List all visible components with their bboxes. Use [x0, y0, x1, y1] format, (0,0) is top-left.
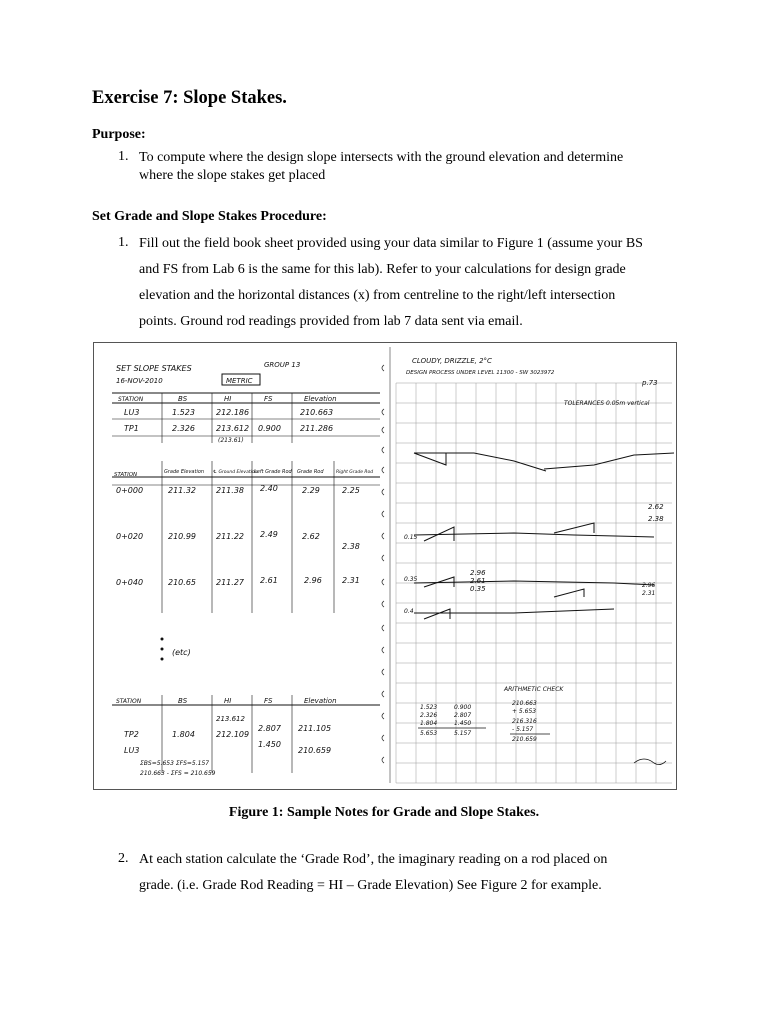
note-g: 2.61 [470, 577, 486, 585]
station-20-id: 0+020 [116, 532, 144, 541]
arith-fs-1: 0.900 [454, 704, 472, 711]
figure-caption: Figure 1: Sample Notes for Grade and Slope Stakes. [228, 805, 540, 820]
procedure-item-2-line-2: grade. (i.e. Grade Rod Reading = HI – Grade Elevation) See Figure 2 for example. [139, 878, 602, 893]
station-row [116, 484, 360, 495]
arith-bs-3: 1.804 [420, 720, 438, 727]
station-row [116, 530, 360, 551]
metric-label: METRIC [226, 377, 253, 385]
station-40-left: 2.61 [260, 576, 278, 585]
arith-bs-sum: 5.653 [420, 730, 438, 737]
arith-calc-3: 216.316 [512, 718, 537, 725]
field-book-sketch [94, 343, 676, 789]
grade-header-right-rod: Right Grade Rod [336, 470, 374, 475]
arith-columns [420, 700, 537, 743]
grade-header-station: STATION [114, 472, 138, 478]
arith-calc-5: 210.659 [512, 736, 537, 743]
note-f: 2.96 [470, 569, 486, 577]
top-row-2-hi: 213.612 [216, 424, 250, 433]
note-d: 2.62 [648, 503, 664, 511]
top-row-2-elevation: 211.286 [300, 424, 334, 433]
signature [634, 759, 666, 765]
left-page [112, 361, 384, 777]
right-page [396, 357, 674, 783]
top-row-1-station: LU3 [124, 408, 140, 417]
station-40-rod: 2.96 [304, 576, 322, 585]
station-20-rod: 2.62 [302, 532, 320, 541]
bottom-header-bs: BS [178, 697, 188, 705]
margin-ticks [382, 365, 384, 763]
check-note-2: 210.663 - ΣFS = 210.659 [140, 770, 216, 777]
bottom-header-elevation: Elevation [304, 697, 337, 705]
arith-calc-1: 210.663 [512, 700, 537, 707]
top-header-fs: FS [264, 395, 273, 403]
arith-bs-1: 1.523 [420, 704, 438, 711]
station-0-ground: 211.38 [216, 486, 244, 495]
top-row-2-fs: 0.900 [258, 424, 281, 433]
note-h: 0.35 [470, 585, 486, 593]
bottom-row-3-station: LU3 [124, 746, 140, 755]
procedure-item-1-line-1: Fill out the field book sheet provided using your data similar to Figure 1 (assume your BS [139, 236, 643, 251]
station-40-grade: 210.65 [168, 578, 196, 587]
hi-note: (213.61) [218, 437, 244, 444]
bottom-row-2-station: TP2 [124, 730, 139, 739]
top-row-1-hi: 212.186 [216, 408, 250, 417]
bottom-row-3-fs: 1.450 [258, 740, 281, 749]
weather-note: CLOUDY, DRIZZLE, 2°C [412, 357, 492, 365]
arith-bs-2: 2.326 [420, 712, 438, 719]
left-header-group: GROUP 13 [264, 361, 301, 369]
procedure-item-1-number: 1. [118, 235, 129, 250]
purpose-item-number: 1. [118, 149, 129, 164]
left-header-date: 16-NOV-2010 [116, 377, 163, 385]
station-0-rod: 2.29 [302, 486, 320, 495]
station-0-grade: 211.32 [168, 486, 196, 495]
cross-section-sketches [414, 453, 674, 619]
bottom-row-3-elevation: 210.659 [298, 746, 332, 755]
bottom-header-hi: HI [224, 697, 232, 705]
procedure-heading: Set Grade and Slope Stakes Procedure: [92, 209, 327, 224]
bottom-row-2-bs: 1.804 [172, 730, 195, 739]
left-header-title: SET SLOPE STAKES [116, 364, 192, 373]
bottom-header-fs: FS [264, 697, 273, 705]
note-i: 2.96 [642, 582, 656, 589]
exercise-title: Exercise 7: Slope Stakes. [92, 88, 287, 108]
page-number: p.73 [642, 379, 658, 387]
arith-label: ARITHMETIC CHECK [504, 686, 564, 693]
station-0-id: 0+000 [116, 486, 144, 495]
note-c: 0.4 [404, 608, 414, 615]
note-b: 0.35 [404, 576, 418, 583]
procedure-item-1-line-4: points. Ground rod readings provided from lab 7 data sent via email. [139, 314, 523, 329]
bottom-row-2-hi: 212.109 [216, 730, 250, 739]
procedure-item-2-number: 2. [118, 851, 129, 866]
purpose-heading: Purpose: [92, 127, 146, 142]
arith-fs-3: 1.450 [454, 720, 472, 727]
tolerance-note: TOLERANCES 0.05m vertical [564, 400, 650, 407]
bottom-header-station: STATION [116, 698, 142, 705]
station-40-id: 0+040 [116, 578, 144, 587]
note-a: 0.15 [404, 534, 418, 541]
station-40-ground: 211.27 [216, 578, 244, 587]
top-header-station: STATION [118, 396, 144, 403]
station-20-left: 2.49 [260, 530, 278, 539]
top-row-2-station: TP1 [124, 424, 139, 433]
grade-header-left-rod: Left Grade Rod [254, 469, 292, 475]
top-row-2-bs: 2.326 [172, 424, 195, 433]
etc-note: (etc) [172, 648, 191, 657]
station-20-grade: 210.99 [168, 532, 196, 541]
bottom-row-2-elevation: 211.105 [298, 724, 332, 733]
top-header-bs: BS [178, 395, 188, 403]
arith-calc-2: + 5.653 [512, 708, 537, 715]
grade-header-ground-elevation: ℄ Ground Elevation [213, 470, 258, 475]
bottom-row-2-fs: 2.807 [258, 724, 281, 733]
arith-fs-sum: 5.157 [454, 730, 472, 737]
station-40-right: 2.31 [342, 576, 360, 585]
station-row [116, 576, 360, 587]
design-note: DESIGN PROCESS UNDER LEVEL 11300 - SW 3023972 [406, 370, 555, 376]
top-header-hi: HI [224, 395, 232, 403]
station-20-ground: 211.22 [216, 532, 244, 541]
procedure-item-1-line-3: elevation and the horizontal distances (x) from centreline to the right/left intersection [139, 288, 616, 303]
station-0-left: 2.40 [260, 484, 278, 493]
bottom-row-1-hi: 213.612 [216, 715, 245, 723]
grade-header-grade-rod: Grade Rod [297, 469, 324, 475]
purpose-item-line-1: To compute where the design slope intersects with the ground elevation and determine [139, 150, 624, 165]
top-header-elevation: Elevation [304, 395, 337, 403]
grade-header-grade-elevation: Grade Elevation [164, 469, 205, 475]
station-0-right: 2.25 [342, 486, 360, 495]
top-row-1-elevation: 210.663 [300, 408, 334, 417]
top-row-1-bs: 1.523 [172, 408, 195, 417]
purpose-item-line-2: where the slope stakes get placed [139, 168, 326, 183]
field-book-figure [93, 342, 677, 790]
station-20-right: 2.38 [342, 542, 360, 551]
note-j: 2.31 [642, 590, 656, 597]
arith-fs-2: 2.807 [454, 712, 472, 719]
procedure-item-2-line-1: At each station calculate the ‘Grade Rod’, the imaginary reading on a rod placed on [139, 852, 608, 867]
procedure-item-1-line-2: and FS from Lab 6 is the same for this lab). Refer to your calculations for design grade [139, 262, 626, 277]
arith-calc-4: - 5.157 [512, 726, 534, 733]
check-note: ΣBS=5.653 ΣFS=5.157 [140, 760, 210, 767]
note-e: 2.38 [648, 515, 664, 523]
